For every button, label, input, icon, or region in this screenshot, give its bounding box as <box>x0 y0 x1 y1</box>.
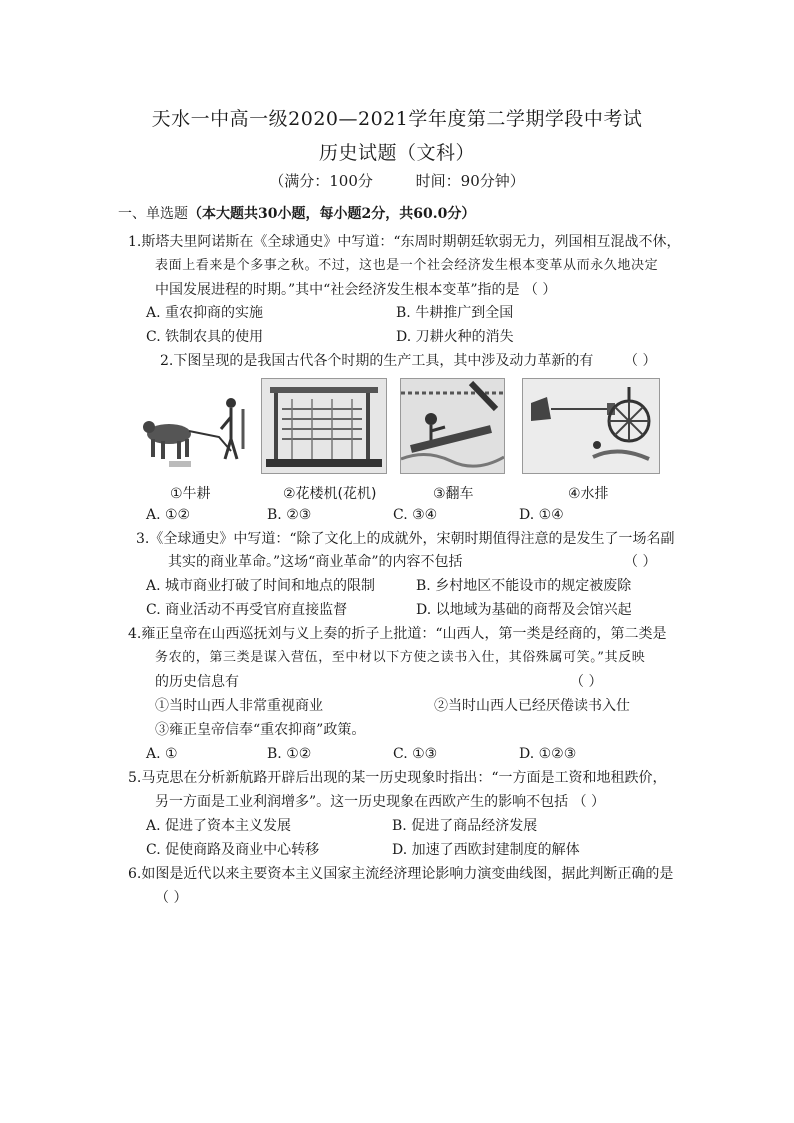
ox-plough-illustration <box>138 378 252 474</box>
q4-line2: 务农的，第三类是谋入营伍，至中材以下方使之读书入仕，其俗殊属可笑。”其反映 <box>155 650 646 665</box>
q3-option-d[interactable]: D. 以地域为基础的商帮及会馆兴起 <box>416 602 632 618</box>
q1-line1: 1.斯塔夫里阿诺斯在《全球通史》中写道：“东周时期朝廷软弱无力，列国相互混战不休， <box>128 234 681 250</box>
q3-option-c[interactable]: C. 商业活动不再受官府直接监督 <box>146 602 348 618</box>
caption-ox-plough: ①牛耕 <box>170 486 211 502</box>
full-score: （满分：100分 <box>269 172 373 190</box>
caption-loom: ②花楼机(花机) <box>283 486 377 502</box>
q5-line2: 另一方面是工业利润增多”。这一历史现象在西欧产生的影响不包括 （ ） <box>155 794 606 810</box>
q5-option-c[interactable]: C. 促使商路及商业中心转移 <box>146 842 320 858</box>
q3-line2: 其实的商业革命。”这场“商业革命”的内容不包括 <box>168 554 463 570</box>
q2-paren: （ ） <box>624 353 657 369</box>
q1-option-b[interactable]: B. 牛耕推广到全国 <box>396 305 514 321</box>
chain-pump-illustration <box>400 378 505 474</box>
q1-line2: 表面上看来是个多事之秋。不过，这也是一个社会经济发生根本变革从而永久地决定 <box>155 258 659 273</box>
q1-line3: 中国发展进程的时期。”其中“社会经济发生根本变革”指的是 （ ） <box>155 282 557 298</box>
ox-plough-icon <box>139 379 251 473</box>
water-bellows-icon <box>523 379 659 473</box>
q3-paren: （ ） <box>624 554 657 570</box>
section-heading <box>118 203 475 223</box>
caption-water-bellows: ④水排 <box>568 486 609 502</box>
loom-icon <box>262 379 386 473</box>
q5-option-a[interactable]: A. 促进了资本主义发展 <box>146 818 292 834</box>
q4-statement-3: ③雍正皇帝信奉“重农抑商”政策。 <box>155 722 366 738</box>
q1-option-a[interactable]: A. 重农抑商的实施 <box>146 305 264 321</box>
chain-pump-icon <box>401 379 504 473</box>
q4-option-d[interactable]: D. ①②③ <box>519 746 577 762</box>
q4-option-c[interactable]: C. ①③ <box>393 746 438 762</box>
q1-option-d[interactable]: D. 刀耕火种的消失 <box>396 329 514 345</box>
section-note: （本大题共30小题，每小题2分，共60.0分） <box>188 206 476 222</box>
q6-paren: （ ） <box>155 890 188 906</box>
q4-line1: 4.雍正皇帝在山西巡抚刘与义上奏的折子上批道：“山西人，第一类是经商的，第二类是 <box>128 626 667 642</box>
q2-option-d[interactable]: D. ①④ <box>519 507 564 523</box>
caption-chain-pump: ③翻车 <box>433 486 474 502</box>
q6-line1: 6.如图是近代以来主要资本主义国家主流经济理论影响力演变曲线图，据此判断正确的是 <box>128 866 674 882</box>
section-label: 一、单选题 <box>118 206 188 222</box>
q2-option-b[interactable]: B. ②③ <box>267 507 312 523</box>
q4-statement-2: ②当时山西人已经厌倦读书入仕 <box>434 698 630 714</box>
loom-illustration <box>261 378 387 474</box>
water-bellows-illustration <box>522 378 660 474</box>
q3-option-b[interactable]: B. 乡村地区不能设市的规定被废除 <box>416 578 632 594</box>
q5-option-b[interactable]: B. 促进了商品经济发展 <box>392 818 538 834</box>
exam-meta <box>0 170 794 191</box>
q3-option-a[interactable]: A. 城市商业打破了时间和地点的限制 <box>146 578 376 594</box>
q4-statement-1: ①当时山西人非常重视商业 <box>155 698 323 714</box>
q2-line1: 2.下图呈现的是我国古代各个时期的生产工具，其中涉及动力革新的有 <box>160 353 594 369</box>
q3-line1: 3.《全球通史》中写道：“除了文化上的成就外，宋朝时期值得注意的是发生了一场名副 <box>136 531 675 547</box>
exam-time: 时间：90分钟） <box>415 172 525 190</box>
q5-line1: 5.马克思在分析新航路开辟后出现的某一历史现象时指出：“一方面是工资和地租跌价， <box>128 770 667 786</box>
q2-option-a[interactable]: A. ①② <box>146 507 191 523</box>
q4-paren: （ ） <box>570 674 603 690</box>
q4-option-a[interactable]: A. ① <box>146 746 178 762</box>
q1-option-c[interactable]: C. 铁制农具的使用 <box>146 329 264 345</box>
exam-subject: 历史试题（文科） <box>318 142 475 164</box>
q4-option-b[interactable]: B. ①② <box>267 746 312 762</box>
q4-line3: 的历史信息有 <box>155 674 239 690</box>
q2-option-c[interactable]: C. ③④ <box>393 507 438 523</box>
exam-title: 天水一中高一级2020—2021学年度第二学期学段中考试 <box>151 108 643 130</box>
q5-option-d[interactable]: D. 加速了西欧封建制度的解体 <box>392 842 580 858</box>
